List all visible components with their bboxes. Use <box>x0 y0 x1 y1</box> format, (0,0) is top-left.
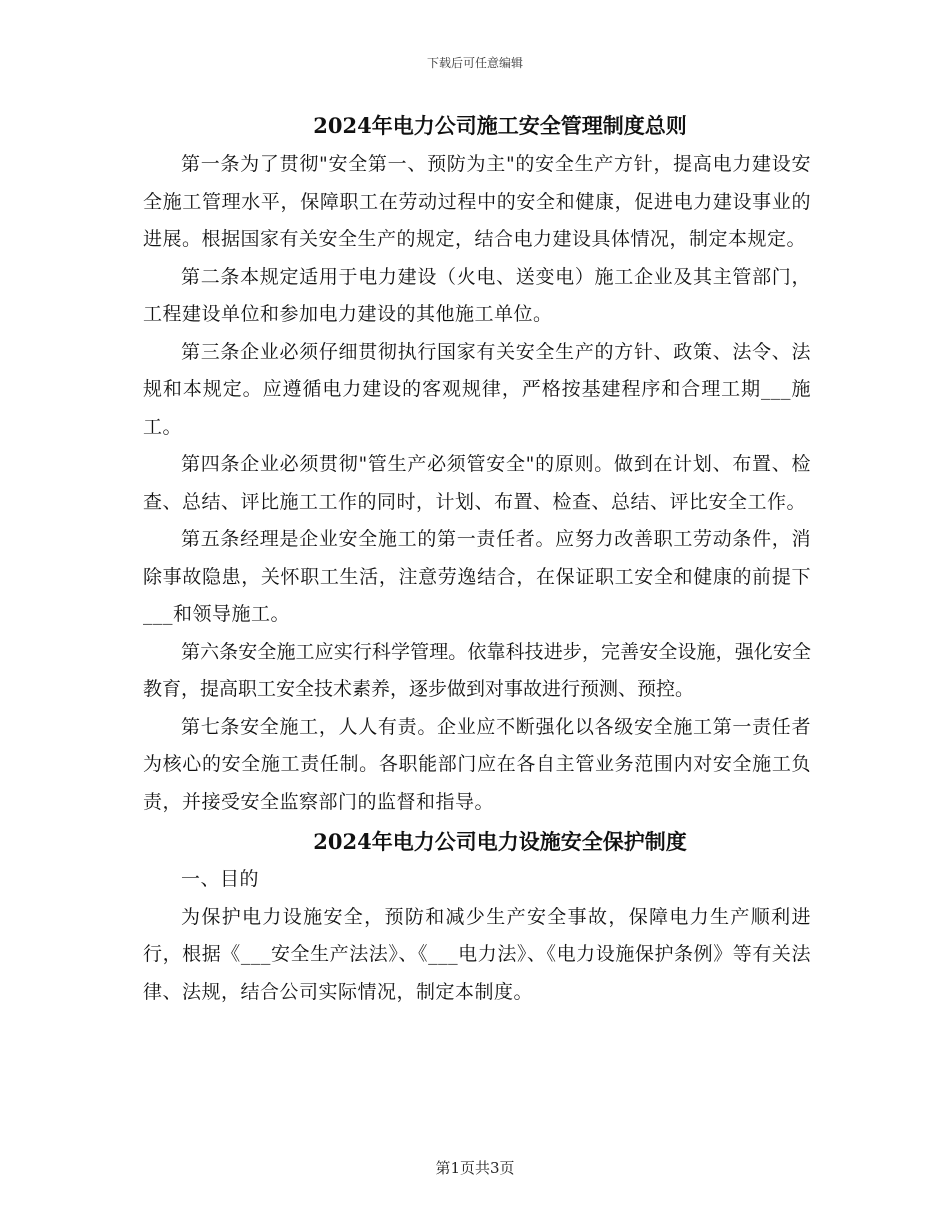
article-2: 第二条本规定适用于电力建设（火电、送变电）施工企业及其主管部门，工程建设单位和参加电力建设的其他施工单位。 <box>143 265 811 325</box>
article-1: 第一条为了贯彻"安全第一、预防为主"的安全生产方针，提高电力建设安全施工管理水平，保障职工在劳动过程中的安全和健康，促进电力建设事业的进展。根据国家有关安全生产的规定，结合电力建设具体情况，制定本规定。 <box>143 153 811 250</box>
section-heading-purpose: 一、目的 <box>181 868 260 890</box>
article-7: 第七条安全施工，人人有责。企业应不断强化以各级安全施工第一责任者为核心的安全施工责任制。各职能部门应在各自主管业务范围内对安全施工负责，并接受安全监察部门的监督和指导。 <box>143 715 811 813</box>
page-footer: 第1页共3页 <box>435 1159 515 1177</box>
header-note: 下载后可任意编辑 <box>426 56 523 70</box>
document-body <box>143 106 811 1011</box>
purpose-paragraph: 为保护电力设施安全，预防和减少生产安全事故，保障电力生产顺利进行，根据《___安全生产法法》、《___电力法》、《电力设施保护条例》等有关法律、法规，结合公司实际情况，制定本制度。 <box>143 905 811 1003</box>
document-title: 2024年电力公司施工安全管理制度总则 <box>313 113 687 138</box>
section-title: 2024年电力公司电力设施安全保护制度 <box>313 829 687 854</box>
article-6: 第六条安全施工应实行科学管理。依靠科技进步，完善安全设施，强化安全教育，提高职工安全技术素养，逐步做到对事故进行预测、预控。 <box>143 640 811 700</box>
article-5: 第五条经理是企业安全施工的第一责任者。应努力改善职工劳动条件，消除事故隐患，关怀职工生活，注意劳逸结合，在保证职工安全和健康的前提下___和领导施工。 <box>143 528 811 625</box>
article-4: 第四条企业必须贯彻"管生产必须管安全"的原则。做到在计划、布置、检查、总结、评比施工工作的同时，计划、布置、检查、总结、评比安全工作。 <box>143 453 811 513</box>
article-3: 第三条企业必须仔细贯彻执行国家有关安全生产的方针、政策、法令、法规和本规定。应遵循电力建设的客观规律，严格按基建程序和合理工期___施工。 <box>143 340 811 438</box>
